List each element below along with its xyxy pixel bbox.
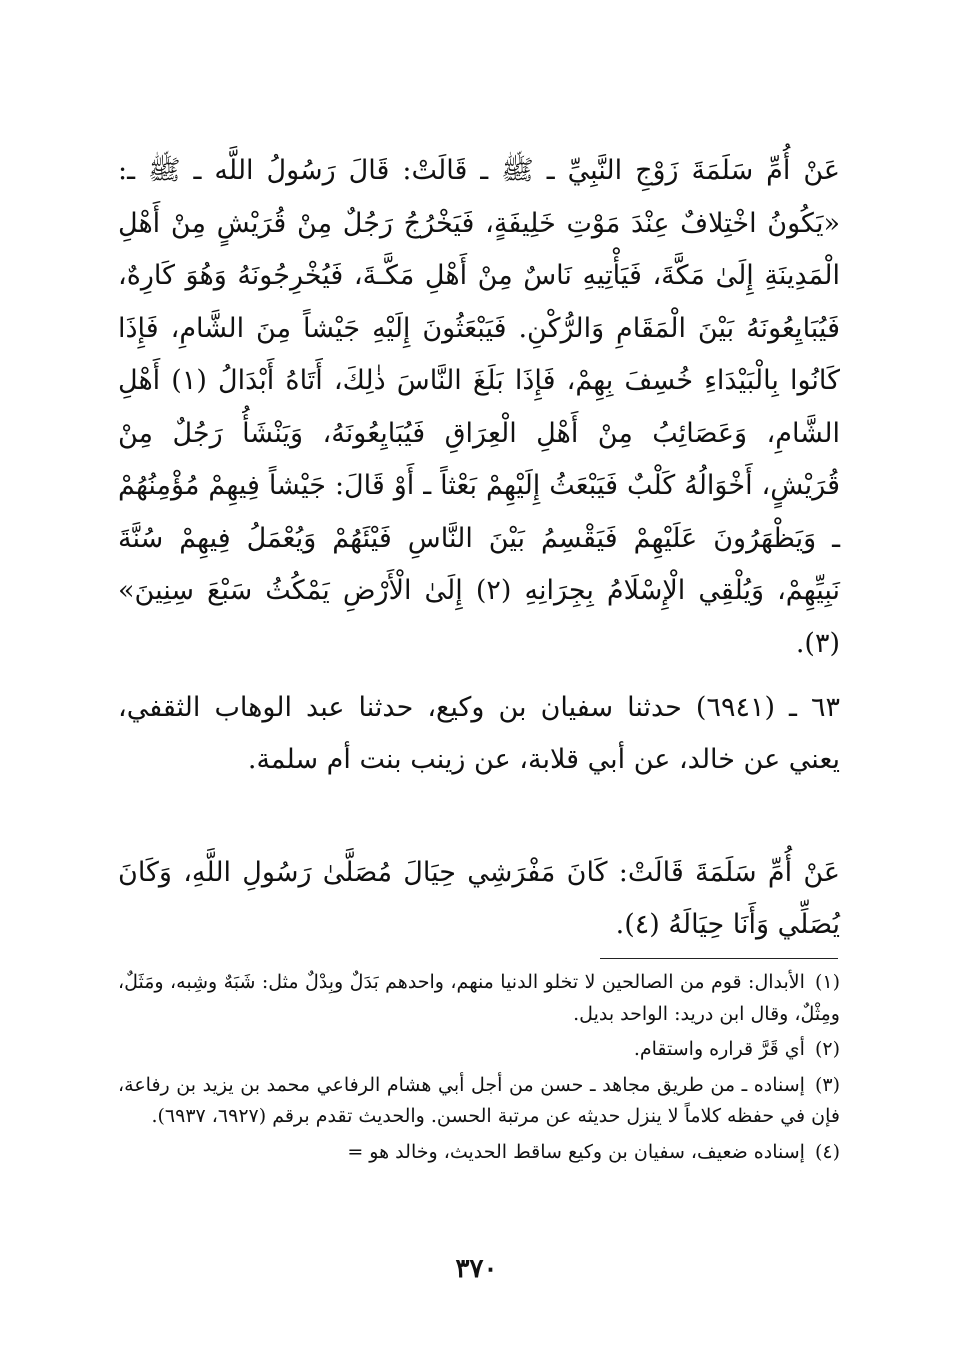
footnote-text: أي قَرَّ قراره واستقام. [633, 1038, 805, 1060]
isnad-63: ٦٣ ـ (٦٩٤١) حدثنا سفيان بن وكيع، حدثنا عبد الوهاب الثقفي، يعني عن خالد، عن أبي قلابة، عن زينب بنت أم سلمة. [118, 692, 840, 775]
footnote-text: إسناده ضعيف، سفيان بن وكيع ساقط الحديث، وخالد هو = [347, 1140, 805, 1163]
footnotes [118, 967, 840, 1172]
footnote-3 [118, 1070, 840, 1133]
footnote-number: (٤) [814, 1140, 840, 1163]
page-number: ٣٧٠ [455, 1254, 498, 1284]
hadith-text-second: عَنْ أُمِّ سَلَمَةَ قَالَتْ: كَانَ مَفْرَشِي حِيَالَ مُصَلَّىٰ رَسُولِ اللَّهِ، وَكَانَ يُصَلِّي وَأَنَا حِيَالَهُ (٤). [118, 857, 840, 940]
hadith-text-main: عَنْ أُمِّ سَلَمَةَ زَوْجِ النَّبِيِّ ـ ﷺ ـ قَالَتْ: قَالَ رَسُولُ اللَّه ـ ﷺ ـ: «يَكُونُ اخْتِلافٌ عِنْدَ مَوْتِ خَلِيفَةٍ، فَيَخْرُجُ رَجُلٌ مِنْ قُرَيْشٍ مِنْ أَهْلِ الْمَدِينَةِ إِلَىٰ مَكَّةَ، فَيَأْتِيهِ نَاسٌ مِنْ أَهْلِ مَكَّـةَ، فَيُخْرِجُونَهُ وَهُوَ كَارِهٌ، فَيُبَايِعُونَهُ بَيْنَ الْمَقَامِ وَالرُّكْنِ. فَيَبْعَثُونَ إِلَيْهِ جَيْشاً مِنَ الشَّامِ، فَإِذَا كَانُوا بِالْبَيْدَاءِ خُسِفَ بِهِمْ، فَإِذَا بَلَغَ النَّاسَ ذٰلِكَ، أَتَاهُ أَبْدَالُ (١) أَهْلِ الشَّامِ، وَعَصَائِبُ مِنْ أَهْلِ الْعِرَاقِ فَيُبَايِعُونَهُ، وَيَنْشَأُ رَجُلٌ مِنْ قُرَيْشٍ، أَخْوَالُهُ كَلْبٌ فَيَبْعَثُ إِلَيْهِمْ بَعْثاً ـ أَوْ قَالَ: جَيْشاً فِيهِمْ مُؤْمِنُهُمْ ـ وَيَظْهَرُونَ عَلَيْهِمْ فَيَقْسِمُ بَيْنَ النَّاسِ فَيْئَهُمْ وَيُعْمَلُ فِيهِمْ سُنَّةَ نَبِيِّهِمْ، وَيُلْقِي الْإِسْلَامُ بِجِرَانِهِ (٢) إِلَىٰ الْأَرْضِ يَمْكُثُ سَبْعَ سِنِينَ» (٣). [118, 155, 841, 659]
footnote-4 [118, 1137, 840, 1169]
footnote-2 [118, 1034, 840, 1066]
footnote-number: (٢) [814, 1038, 840, 1060]
footnote-separator [600, 958, 838, 959]
footnote-text: إسناده ـ من طريق مجاهد ـ حسن من أجل أبي هشام الرفاعي محمد بن يزيد بن رفاعة، فإن في حفظه كلاماً لا ينزل حديثه عن مرتبة الحسن. والحديث تقدم برقم (٦٩٢٧، ٦٩٣٧). [118, 1073, 840, 1127]
footnote-1 [118, 967, 840, 1030]
footnote-number: (١) [814, 971, 840, 993]
footnote-text: الأبدال: قوم من الصالحين لا تخلو الدنيا منهم، واحدهم بَدَلٌ وبِدْلٌ مثل: شَبَهٌ وشِبه، ومَثَلٌ، ومِثْلٌ، وقال ابن دريد: الواحد بديل. [118, 971, 840, 1025]
footnote-number: (٣) [814, 1073, 840, 1096]
